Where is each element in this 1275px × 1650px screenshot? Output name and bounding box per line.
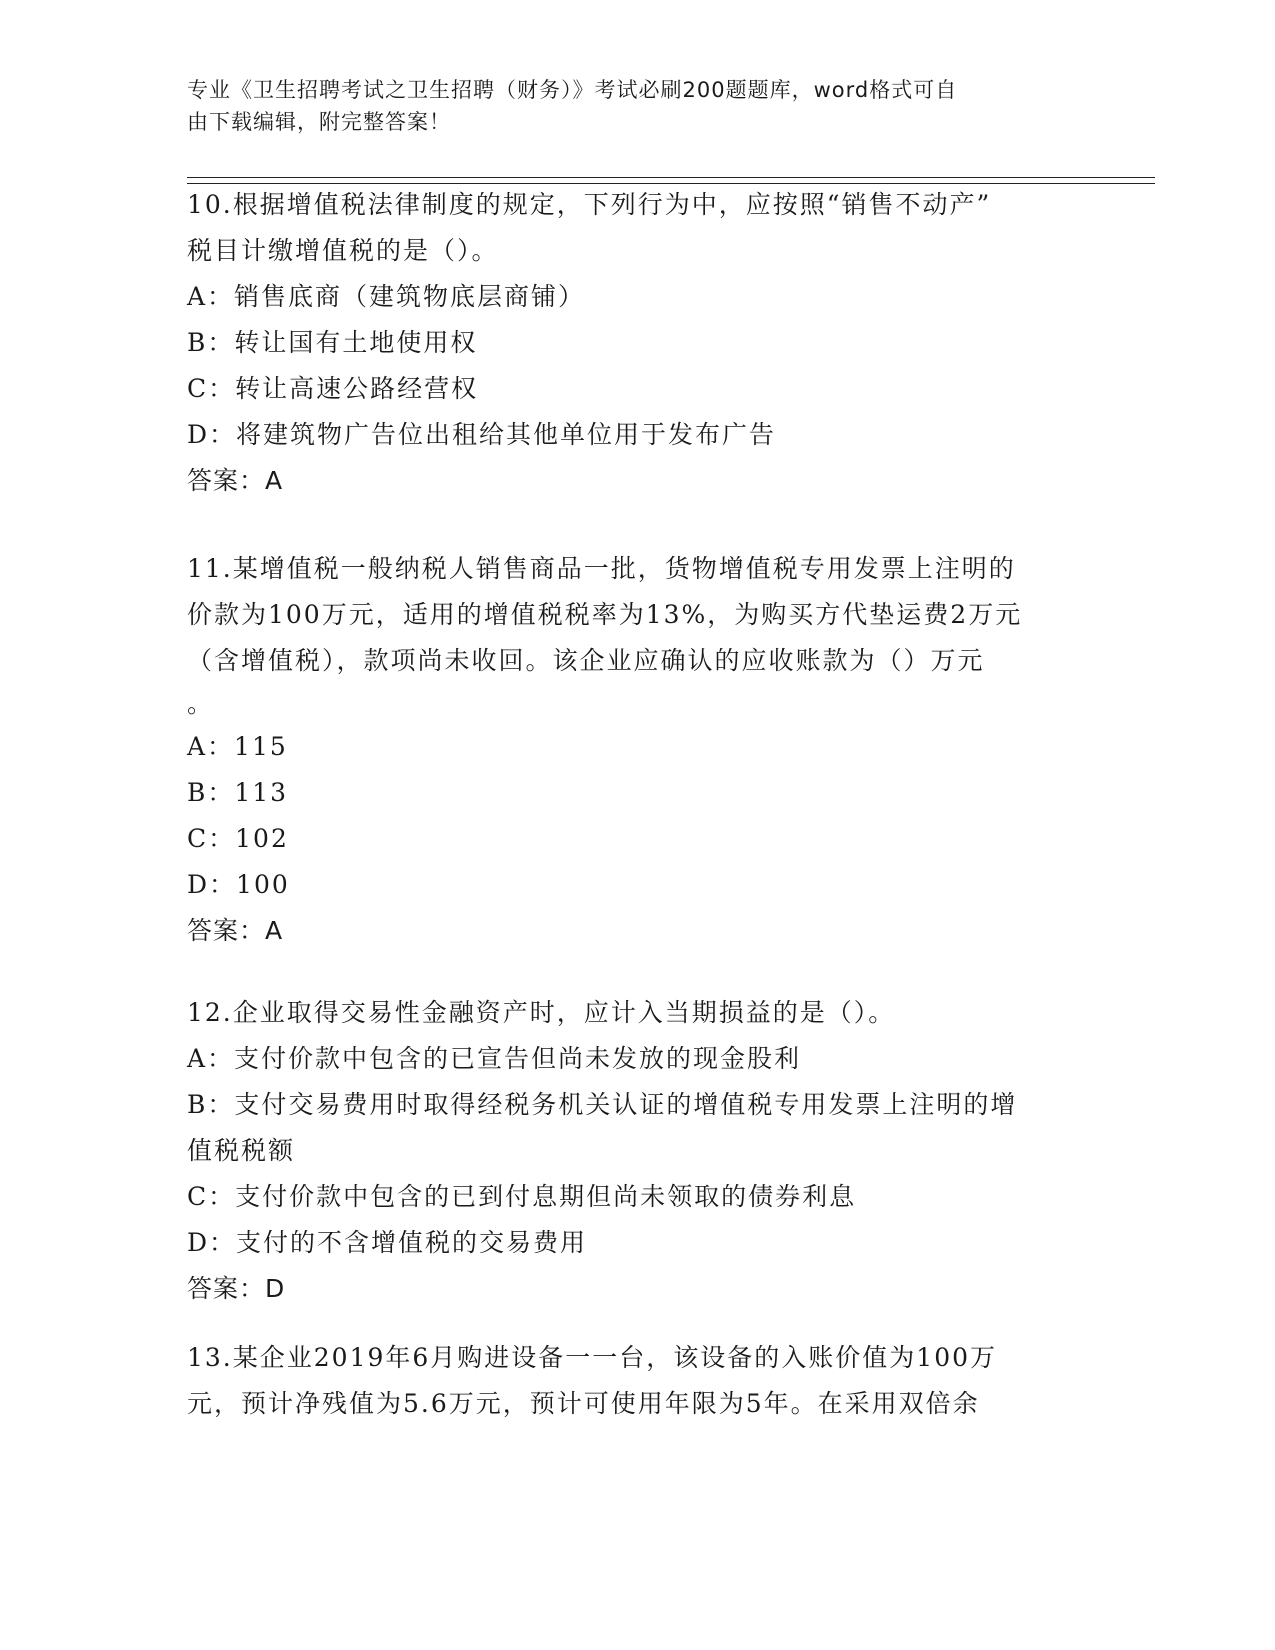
- question-stem: 。: [187, 689, 215, 718]
- option-c: C：转让高速公路经营权: [187, 374, 479, 403]
- option-c: C：支付价款中包含的已到付息期但尚未领取的债券利息: [187, 1182, 857, 1211]
- option-b: B：113: [187, 778, 289, 807]
- header-divider: [187, 177, 1155, 178]
- answer: 答案：A: [187, 466, 284, 495]
- option-a: A：销售底商（建筑物底层商铺）: [187, 282, 586, 311]
- option-a: A：115: [187, 732, 288, 761]
- option-d: D：100: [187, 870, 290, 899]
- question-11: [187, 546, 1087, 954]
- document-header: [187, 74, 1067, 138]
- question-12: [187, 990, 1087, 1312]
- question-10: [187, 182, 1087, 504]
- option-b-continued: 值税税额: [187, 1136, 296, 1165]
- question-stem: （含增值税），款项尚未收回。该企业应确认的应收账款为（）万元: [187, 646, 985, 675]
- option-b: B：转让国有土地使用权: [187, 328, 478, 357]
- option-a: A：支付价款中包含的已宣告但尚未发放的现金股利: [187, 1044, 802, 1073]
- header-line-2: 由下载编辑，附完整答案！: [187, 110, 451, 134]
- answer: 答案：A: [187, 916, 284, 945]
- question-stem: 元，预计净残值为5.6万元，预计可使用年限为5年。在采用双倍余: [187, 1389, 980, 1418]
- question-stem: 10.根据增值税法律制度的规定，下列行为中，应按照“销售不动产”: [187, 190, 992, 219]
- option-c: C：102: [187, 824, 289, 853]
- option-b: B：支付交易费用时取得经税务机关认证的增值税专用发票上注明的增: [187, 1090, 1018, 1119]
- question-stem: 11.某增值税一般纳税人销售商品一批，货物增值税专用发票上注明的: [187, 554, 1016, 583]
- question-stem: 税目计缴增值税的是（）。: [187, 236, 499, 265]
- answer: 答案：D: [187, 1274, 286, 1303]
- option-d: D：将建筑物广告位出租给其他单位用于发布广告: [187, 420, 777, 449]
- question-stem: 12.企业取得交易性金融资产时，应计入当期损益的是（）。: [187, 998, 896, 1027]
- question-13: [187, 1335, 1087, 1427]
- header-line-1: 专业《卫生招聘考试之卫生招聘（财务）》考试必刷200题题库，word格式可自: [187, 78, 958, 102]
- question-stem: 13.某企业2019年6月购进设备一一台，该设备的入账价值为100万: [187, 1343, 998, 1372]
- option-d: D：支付的不含增值税的交易费用: [187, 1228, 588, 1257]
- question-stem: 价款为100万元，适用的增值税税率为13%，为购买方代垫运费2万元: [187, 600, 1023, 629]
